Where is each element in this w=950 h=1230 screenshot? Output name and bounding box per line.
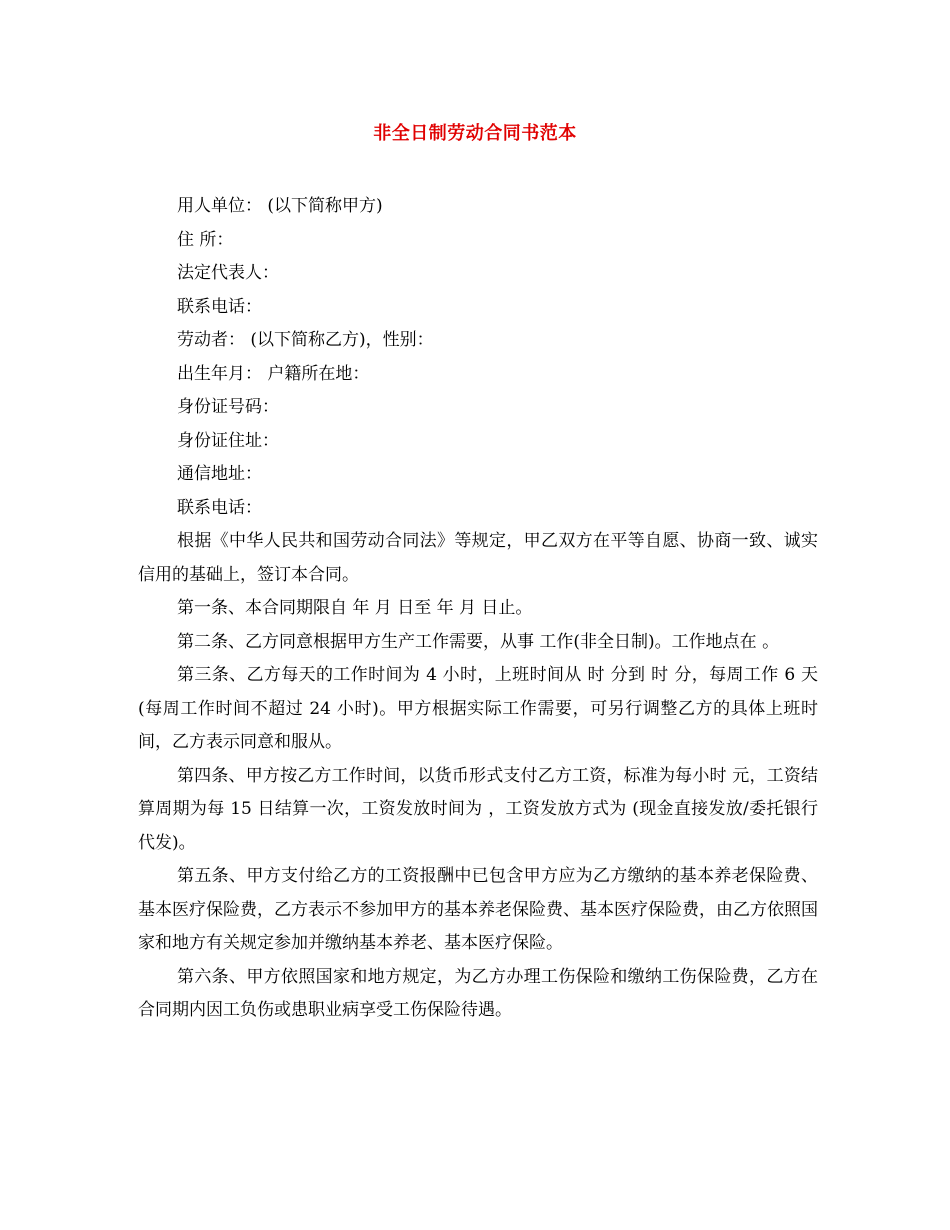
field-id-number: 身份证号码： bbox=[177, 397, 279, 417]
field-employee-phone: 联系电话： bbox=[177, 497, 262, 518]
paragraph-preamble: 根据《中华人民共和国劳动合同法》等规定，甲乙双方在平等自愿、协商一致、诚实信用的基础上，签订本合同。 bbox=[138, 531, 818, 585]
field-employer: 用人单位： (以下简称甲方) bbox=[177, 196, 383, 216]
paragraph-article-5: 第五条、甲方支付给乙方的工资报酬中已包含甲方应为乙方缴纳的基本养老保险费、基本医疗保险费，乙方表示不参加甲方的基本养老保险费、基本医疗保险费，由乙方依照国家和地方有关规定参加并缴纳基本养老、基本医疗保险。 bbox=[138, 866, 818, 953]
field-id-address: 身份证住址： bbox=[177, 430, 279, 451]
paragraph-article-2: 第二条、乙方同意根据甲方生产工作需要，从事 工作(非全日制)。工作地点在 。 bbox=[177, 631, 780, 652]
field-employee: 劳动者： (以下简称乙方)，性别： bbox=[177, 330, 434, 350]
paragraph-article-4: 第四条、甲方按乙方工作时间，以货币形式支付乙方工资，标准为每小时 元，工资结算周期为每 15 日结算一次，工资发放时间为 ，工资发放方式为 (现金直接发放/委托银行代发)。 bbox=[138, 765, 818, 853]
document-title: 非全日制劳动合同书范本 bbox=[373, 123, 577, 144]
paragraph-article-3: 第三条、乙方每天的工作时间为 4 小时，上班时间从 时 分到 时 分，每周工作 6 天(每周工作时间不超过 24 小时)。甲方根据实际工作需要，可另行调整乙方的具体上班时间，乙方表示同意和服从。 bbox=[138, 665, 818, 752]
paragraph-article-1: 第一条、本合同期限自 年 月 日至 年 月 日止。 bbox=[177, 598, 533, 618]
field-birth-and-household: 出生年月： 户籍所在地： bbox=[177, 363, 370, 384]
field-mailing-address: 通信地址： bbox=[177, 464, 262, 484]
field-employer-phone: 联系电话： bbox=[177, 296, 262, 317]
field-address: 住 所： bbox=[177, 229, 234, 250]
paragraph-article-6: 第六条、甲方依照国家和地方规定，为乙方办理工伤保险和缴纳工伤保险费，乙方在合同期内因工负伤或患职业病享受工伤保险待遇。 bbox=[138, 966, 818, 1020]
document-body bbox=[138, 190, 818, 1028]
field-legal-representative: 法定代表人： bbox=[177, 263, 279, 283]
